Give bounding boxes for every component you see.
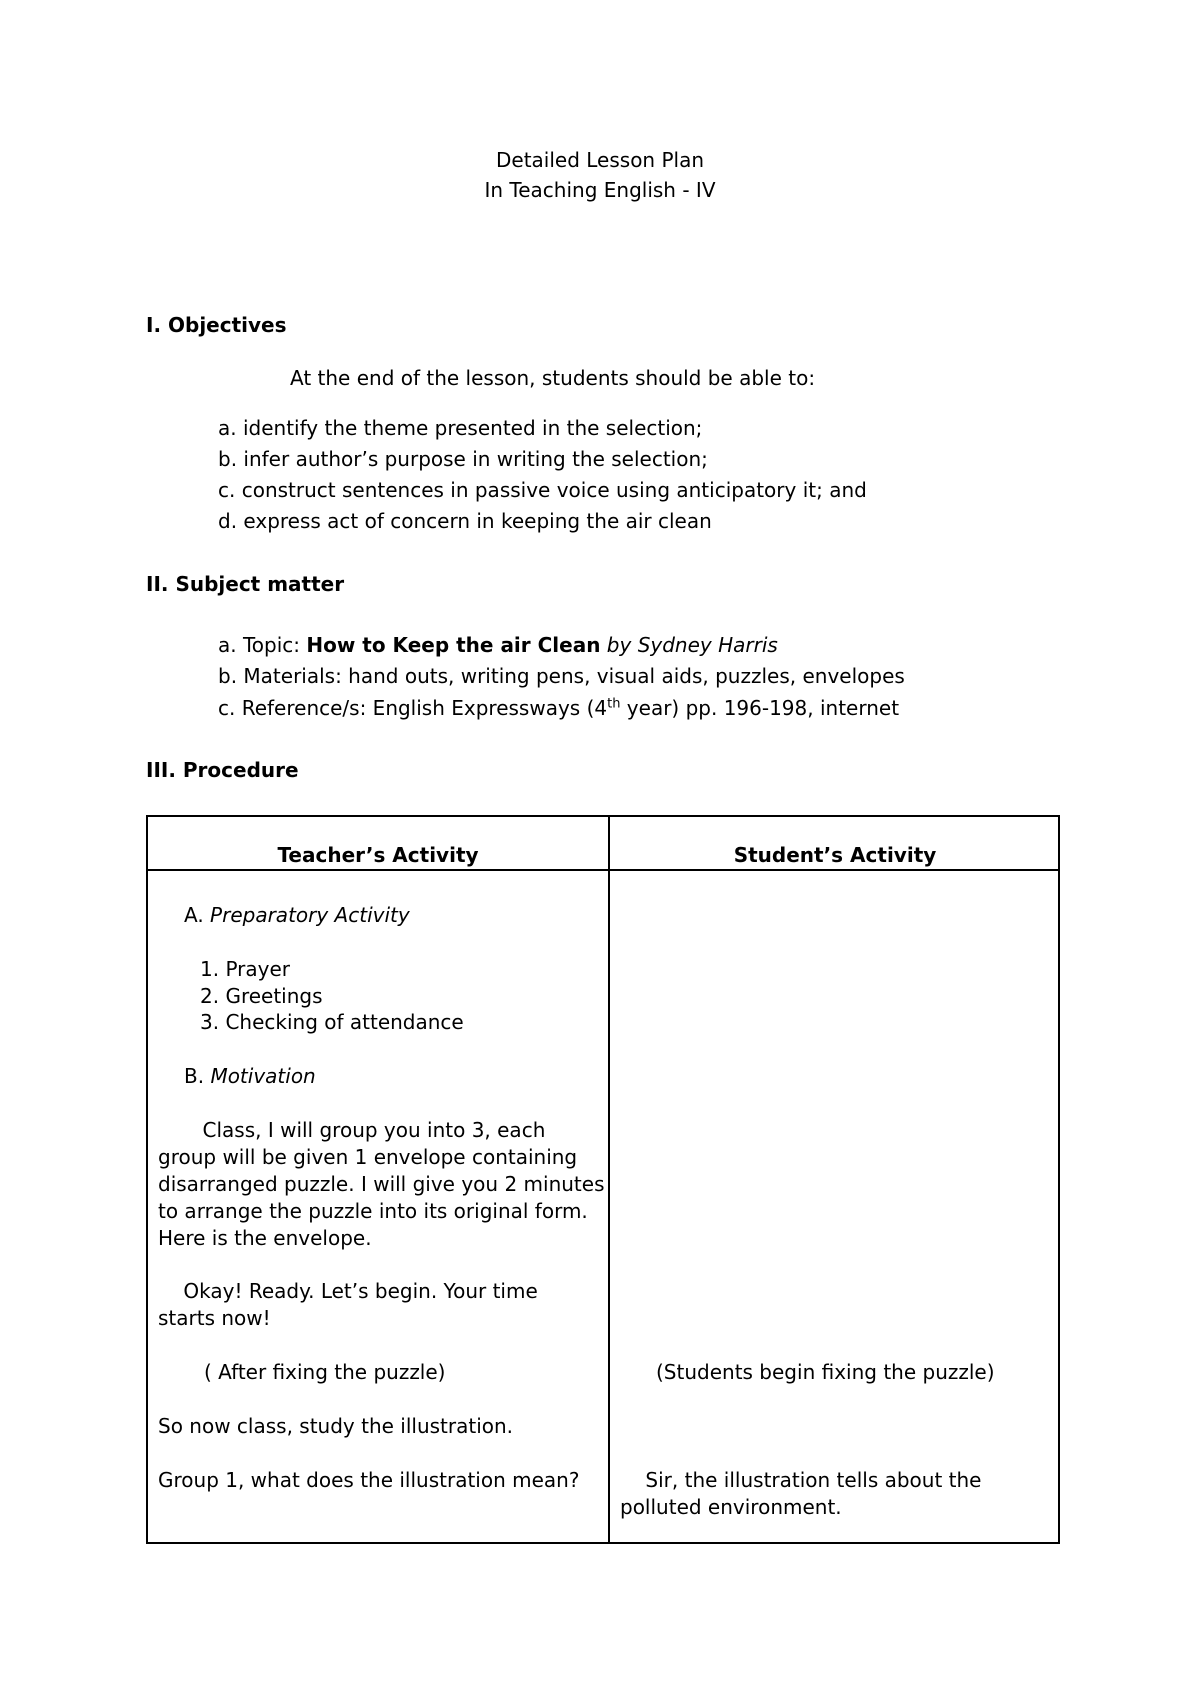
reference-line	[218, 696, 899, 720]
subject-matter-heading: II. Subject matter	[146, 572, 345, 596]
student-answer-line: polluted environment.	[620, 1495, 842, 1519]
after-puzzle-text: ( After fixing the puzzle)	[204, 1360, 446, 1384]
prep-item: 1. Prayer	[200, 957, 290, 981]
study-illustration-text: So now class, study the illustration.	[158, 1414, 514, 1438]
student-answer-line: Sir, the illustration tells about the	[620, 1468, 982, 1492]
motivation-text-line: to arrange the puzzle into its original form.	[158, 1199, 588, 1223]
ready-text-line: Okay! Ready. Let’s begin. Your time	[158, 1279, 538, 1303]
objectives-intro: At the end of the lesson, students should be able to:	[290, 366, 816, 390]
topic-author: by Sydney Harris	[600, 633, 778, 657]
motivation-heading: B. Motivation	[184, 1064, 316, 1088]
prep-item: 2. Greetings	[200, 984, 323, 1008]
student-activity-header: Student’s Activity	[733, 843, 937, 867]
prep-item: 3. Checking of attendance	[200, 1010, 464, 1034]
document-title: Detailed Lesson Plan	[495, 148, 705, 172]
table-header-divider	[148, 869, 1058, 871]
motivation-text-line: Here is the envelope.	[158, 1226, 372, 1250]
teacher-activity-header: Teacher’s Activity	[277, 843, 479, 867]
objective-item: c. construct sentences in passive voice using anticipatory it; and	[218, 478, 867, 502]
objective-item: d. express act of concern in keeping the air clean	[218, 509, 712, 533]
objectives-heading: I. Objectives	[146, 313, 287, 337]
objective-item: a. identify the theme presented in the selection;	[218, 416, 703, 440]
motivation-text-line: Class, I will group you into 3, each	[158, 1118, 546, 1142]
document-subtitle: In Teaching English - IV	[484, 178, 716, 202]
motivation-text-line: group will be given 1 envelope containing	[158, 1145, 578, 1169]
procedure-table	[146, 815, 1060, 1544]
reference-prefix: c. Reference/s: English Expressways (4	[218, 696, 608, 720]
materials-line: b. Materials: hand outs, writing pens, visual aids, puzzles, envelopes	[218, 664, 905, 688]
table-column-divider	[608, 817, 610, 1542]
group-question-text: Group 1, what does the illustration mean?	[158, 1468, 580, 1492]
topic-label: a. Topic:	[218, 633, 307, 657]
motivation-text-line: disarranged puzzle. I will give you 2 minutes	[158, 1172, 605, 1196]
ready-text-line: starts now!	[158, 1306, 271, 1330]
reference-superscript: th	[607, 696, 621, 712]
students-fixing-text: (Students begin fixing the puzzle)	[656, 1360, 995, 1384]
procedure-heading: III. Procedure	[146, 758, 299, 782]
preparatory-activity-heading: A. Preparatory Activity	[184, 903, 410, 927]
topic-title: How to Keep the air Clean	[306, 633, 601, 657]
reference-suffix: year) pp. 196-198, internet	[620, 696, 900, 720]
objective-item: b. infer author’s purpose in writing the selection;	[218, 447, 708, 471]
topic-line	[218, 633, 778, 657]
